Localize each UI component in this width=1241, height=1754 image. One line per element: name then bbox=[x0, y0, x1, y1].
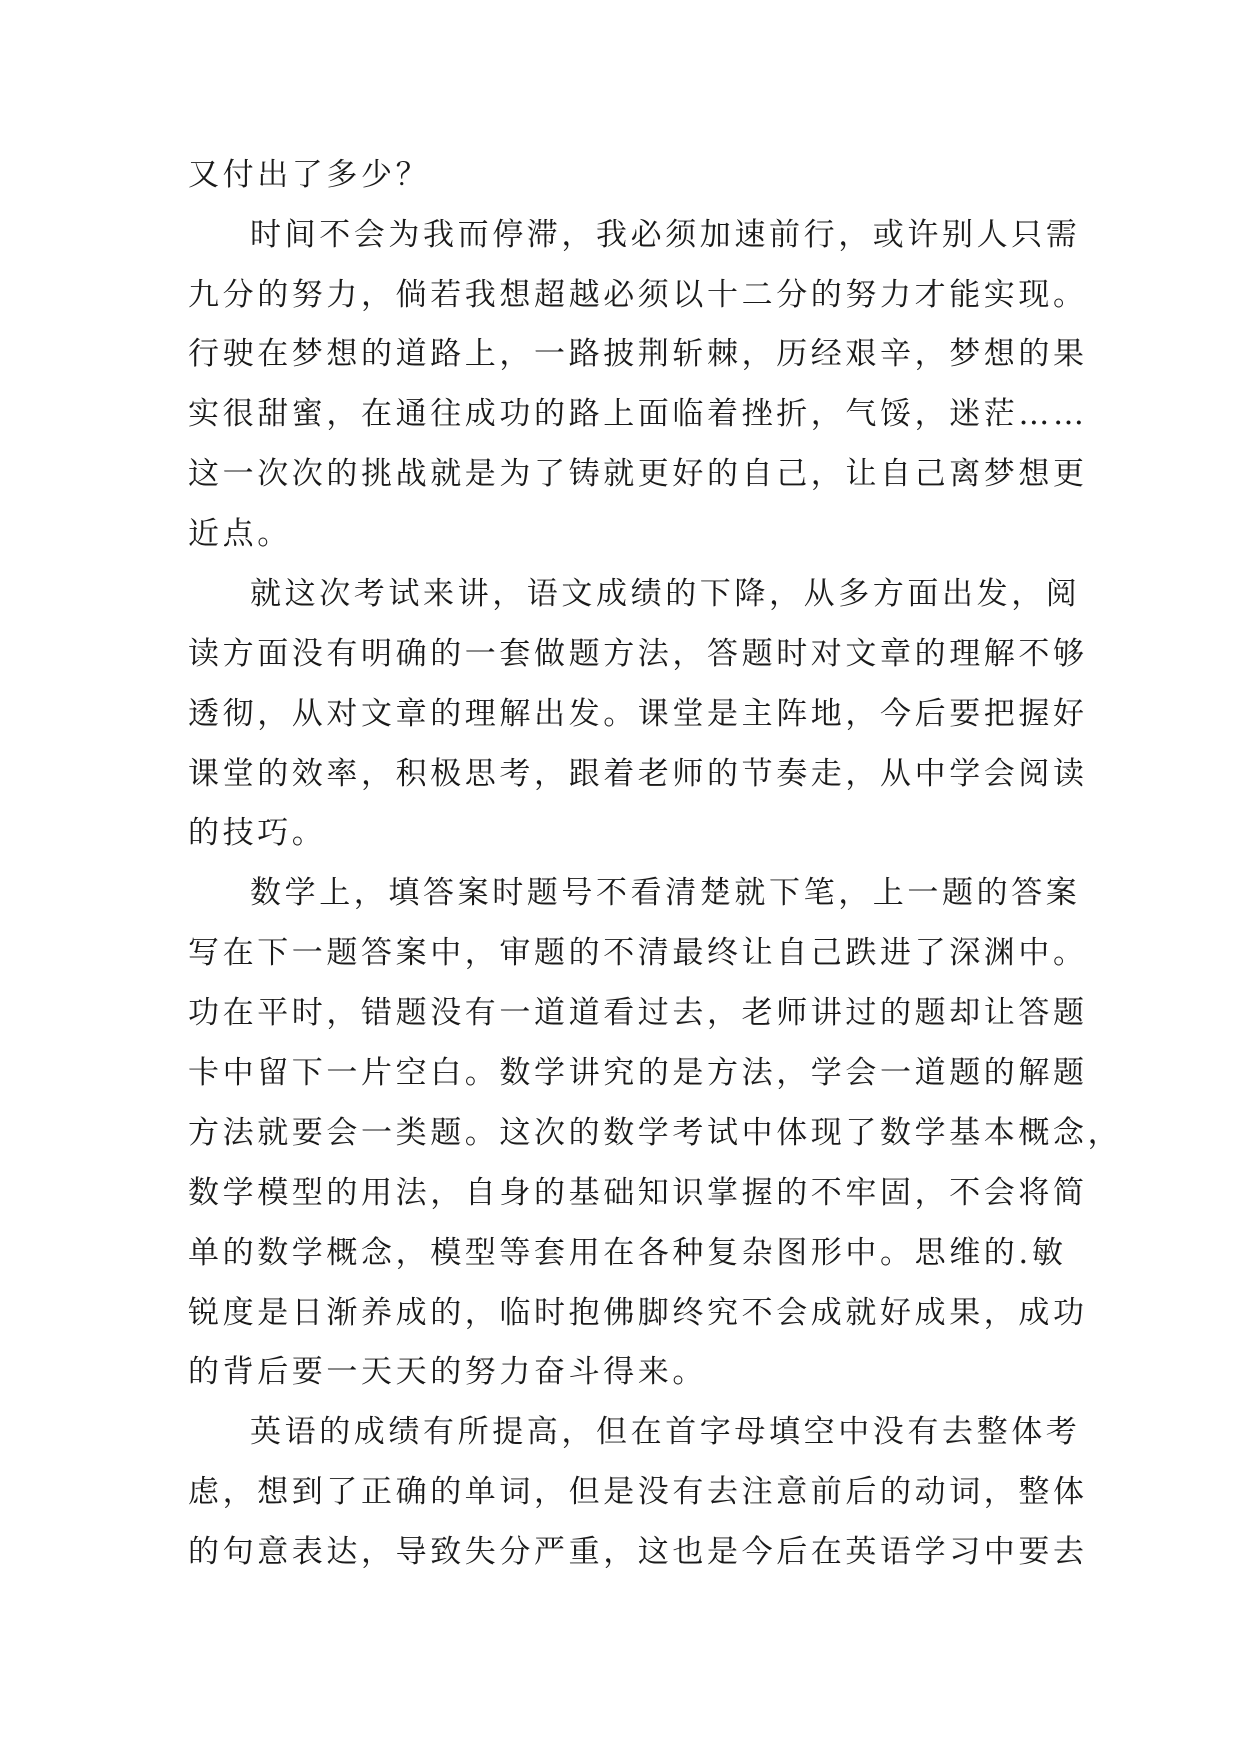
text-line: 又付出了多少？ bbox=[188, 157, 431, 193]
text-line: 的背后要一天天的努力奋斗得来。 bbox=[188, 1354, 707, 1390]
text-line: 行驶在梦想的道路上，一路披荆斩棘，历经艰辛，梦想的果 bbox=[188, 336, 1088, 372]
text-line: 近点。 bbox=[188, 516, 292, 552]
text-line: 卡中留下一片空白。数学讲究的是方法，学会一道题的解题 bbox=[188, 1055, 1088, 1091]
paragraph-first-line: 时间不会为我而停滞，我必须加速前行，或许别人只需 bbox=[250, 217, 1081, 253]
text-line: 的技巧。 bbox=[188, 815, 327, 851]
text-line: 实很甜蜜，在通往成功的路上面临着挫折，气馁，迷茫…… bbox=[188, 396, 1088, 432]
paragraph-first-line: 就这次考试来讲，语文成绩的下降，从多方面出发，阅 bbox=[250, 576, 1081, 612]
text-line: 虑，想到了正确的单词，但是没有去注意前后的动词，整体 bbox=[188, 1474, 1088, 1510]
text-line: 方法就要会一类题。这次的数学考试中体现了数学基本概念， bbox=[188, 1115, 1123, 1151]
paragraph-first-line: 英语的成绩有所提高，但在首字母填空中没有去整体考 bbox=[250, 1414, 1081, 1450]
text-line: 数学模型的用法，自身的基础知识掌握的不牢固，不会将简 bbox=[188, 1175, 1088, 1211]
paragraph-first-line: 数学上，填答案时题号不看清楚就下笔，上一题的答案 bbox=[250, 875, 1081, 911]
text-line: 透彻，从对文章的理解出发。课堂是主阵地，今后要把握好 bbox=[188, 696, 1088, 732]
text-line: 课堂的效率，积极思考，跟着老师的节奏走，从中学会阅读 bbox=[188, 756, 1088, 792]
text-line: 的句意表达，导致失分严重，这也是今后在英语学习中要去 bbox=[188, 1534, 1088, 1570]
text-line: 功在平时，错题没有一道道看过去，老师讲过的题却让答题 bbox=[188, 995, 1088, 1031]
text-line: 九分的努力，倘若我想超越必须以十二分的努力才能实现。 bbox=[188, 277, 1088, 313]
text-line: 这一次次的挑战就是为了铸就更好的自己，让自己离梦想更 bbox=[188, 456, 1088, 492]
text-line: 写在下一题答案中，审题的不清最终让自己跌进了深渊中。 bbox=[188, 935, 1088, 971]
text-line: 读方面没有明确的一套做题方法，答题时对文章的理解不够 bbox=[188, 636, 1088, 672]
text-line: 单的数学概念，模型等套用在各种复杂图形中。思维的.敏 bbox=[188, 1235, 1067, 1271]
text-line: 锐度是日渐养成的，临时抱佛脚终究不会成就好成果，成功 bbox=[188, 1295, 1088, 1331]
